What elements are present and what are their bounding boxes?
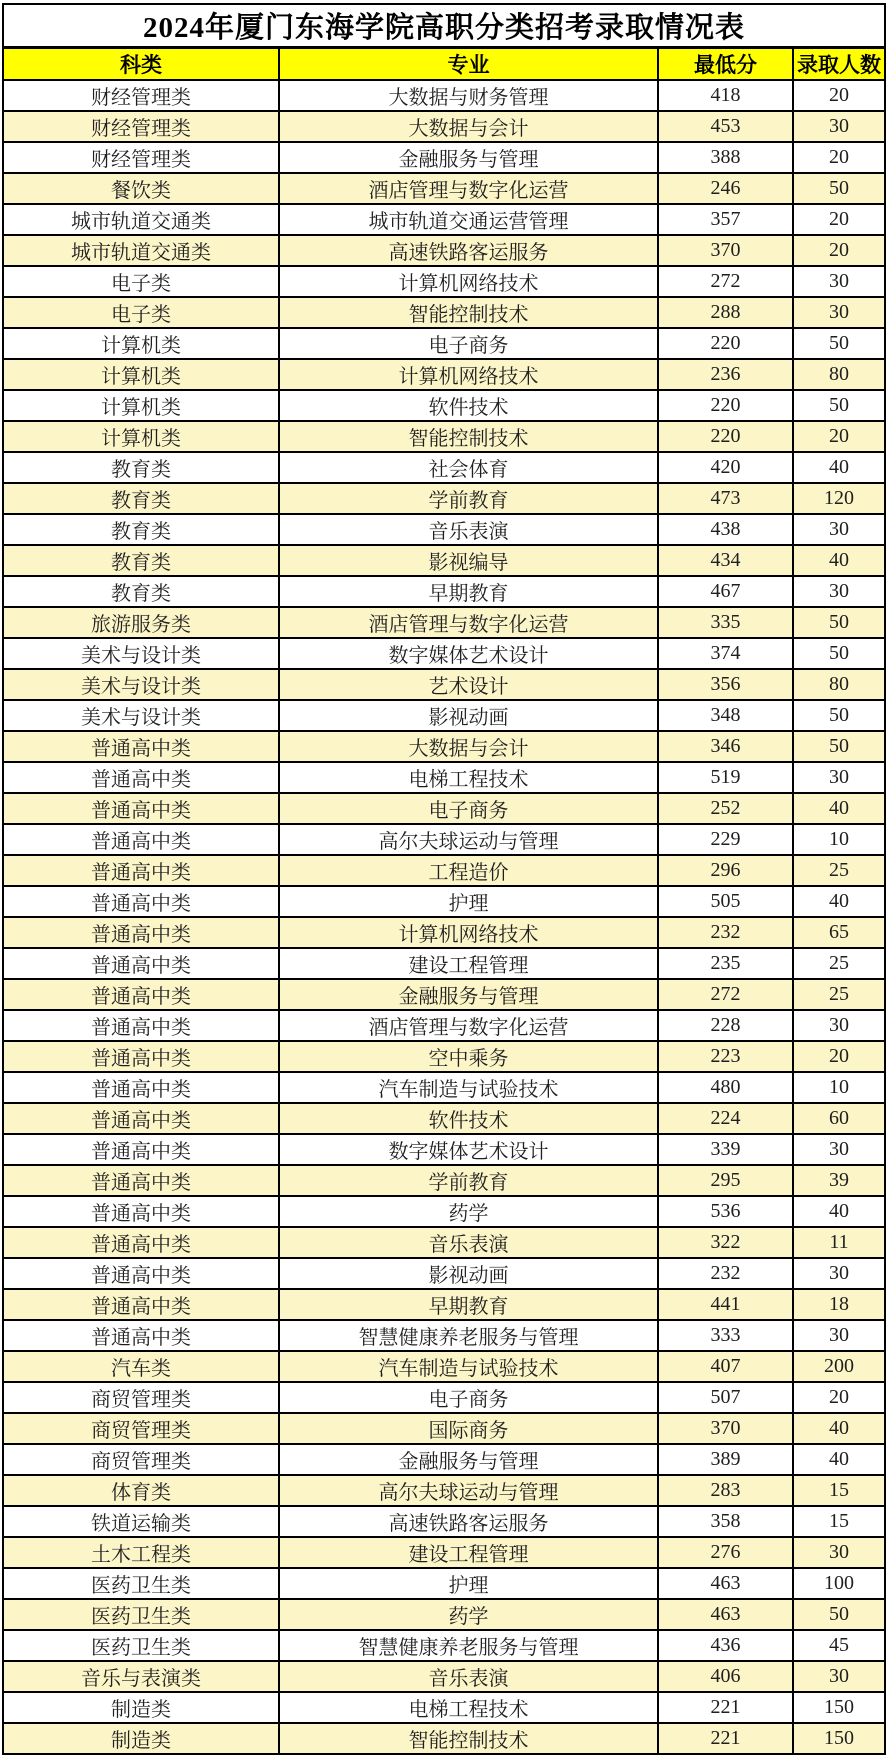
cell-min-score: 374 — [658, 638, 793, 669]
cell-major: 酒店管理与数字化运营 — [279, 1010, 658, 1041]
cell-major: 建设工程管理 — [279, 1537, 658, 1568]
cell-min-score: 288 — [658, 297, 793, 328]
cell-major: 电梯工程技术 — [279, 1692, 658, 1723]
cell-admit-count: 40 — [793, 793, 885, 824]
cell-admit-count: 80 — [793, 669, 885, 700]
cell-major: 社会体育 — [279, 452, 658, 483]
table-row — [3, 917, 885, 948]
table-row — [3, 1165, 885, 1196]
cell-major: 酒店管理与数字化运营 — [279, 607, 658, 638]
cell-min-score: 418 — [658, 80, 793, 111]
cell-category: 计算机类 — [3, 328, 279, 359]
cell-category: 普通高中类 — [3, 1258, 279, 1289]
cell-category: 普通高中类 — [3, 855, 279, 886]
cell-min-score: 246 — [658, 173, 793, 204]
cell-min-score: 339 — [658, 1134, 793, 1165]
table-row — [3, 669, 885, 700]
table-row — [3, 1568, 885, 1599]
cell-min-score: 235 — [658, 948, 793, 979]
cell-min-score: 356 — [658, 669, 793, 700]
table-row — [3, 1258, 885, 1289]
table-row — [3, 235, 885, 266]
table-row — [3, 731, 885, 762]
cell-min-score: 406 — [658, 1661, 793, 1692]
cell-admit-count: 30 — [793, 297, 885, 328]
cell-admit-count: 20 — [793, 142, 885, 173]
cell-category: 普通高中类 — [3, 1165, 279, 1196]
cell-admit-count: 100 — [793, 1568, 885, 1599]
cell-major: 影视动画 — [279, 700, 658, 731]
table-row — [3, 979, 885, 1010]
cell-admit-count: 50 — [793, 1599, 885, 1630]
page-title: 2024年厦门东海学院高职分类招考录取情况表 — [3, 4, 885, 48]
cell-major: 智能控制技术 — [279, 1723, 658, 1754]
cell-min-score: 370 — [658, 1413, 793, 1444]
cell-category: 城市轨道交通类 — [3, 235, 279, 266]
cell-admit-count: 45 — [793, 1630, 885, 1661]
table-row — [3, 1289, 885, 1320]
cell-category: 美术与设计类 — [3, 669, 279, 700]
table-row — [3, 1444, 885, 1475]
cell-major: 电子商务 — [279, 793, 658, 824]
col-header-major: 专业 — [279, 48, 658, 81]
cell-admit-count: 40 — [793, 1413, 885, 1444]
cell-admit-count: 50 — [793, 638, 885, 669]
cell-min-score: 420 — [658, 452, 793, 483]
table-row — [3, 638, 885, 669]
table-row — [3, 576, 885, 607]
cell-admit-count: 30 — [793, 266, 885, 297]
cell-major: 数字媒体艺术设计 — [279, 1134, 658, 1165]
table-row — [3, 855, 885, 886]
cell-category: 电子类 — [3, 297, 279, 328]
cell-major: 高速铁路客运服务 — [279, 235, 658, 266]
cell-category: 普通高中类 — [3, 1196, 279, 1227]
cell-admit-count: 30 — [793, 1537, 885, 1568]
cell-admit-count: 30 — [793, 1010, 885, 1041]
cell-major: 金融服务与管理 — [279, 142, 658, 173]
cell-admit-count: 20 — [793, 421, 885, 452]
cell-category: 医药卫生类 — [3, 1630, 279, 1661]
cell-category: 餐饮类 — [3, 173, 279, 204]
table-row — [3, 1010, 885, 1041]
cell-category: 财经管理类 — [3, 111, 279, 142]
table-row — [3, 762, 885, 793]
cell-major: 学前教育 — [279, 483, 658, 514]
table-row — [3, 1506, 885, 1537]
table-row — [3, 1227, 885, 1258]
cell-min-score: 236 — [658, 359, 793, 390]
cell-admit-count: 40 — [793, 886, 885, 917]
cell-min-score: 505 — [658, 886, 793, 917]
cell-major: 电子商务 — [279, 1382, 658, 1413]
cell-category: 汽车类 — [3, 1351, 279, 1382]
cell-major: 电梯工程技术 — [279, 762, 658, 793]
cell-admit-count: 20 — [793, 80, 885, 111]
cell-min-score: 358 — [658, 1506, 793, 1537]
cell-admit-count: 65 — [793, 917, 885, 948]
table-row — [3, 607, 885, 638]
cell-category: 计算机类 — [3, 390, 279, 421]
cell-category: 财经管理类 — [3, 80, 279, 111]
cell-admit-count: 18 — [793, 1289, 885, 1320]
table-row — [3, 359, 885, 390]
title-row — [3, 4, 885, 48]
cell-major: 高尔夫球运动与管理 — [279, 824, 658, 855]
cell-major: 酒店管理与数字化运营 — [279, 173, 658, 204]
cell-min-score: 229 — [658, 824, 793, 855]
cell-admit-count: 30 — [793, 111, 885, 142]
cell-major: 护理 — [279, 1568, 658, 1599]
table-row — [3, 1351, 885, 1382]
cell-min-score: 407 — [658, 1351, 793, 1382]
cell-min-score: 295 — [658, 1165, 793, 1196]
cell-min-score: 536 — [658, 1196, 793, 1227]
cell-category: 医药卫生类 — [3, 1568, 279, 1599]
cell-category: 普通高中类 — [3, 979, 279, 1010]
cell-admit-count: 30 — [793, 1320, 885, 1351]
table-row — [3, 1103, 885, 1134]
cell-admit-count: 50 — [793, 731, 885, 762]
cell-admit-count: 15 — [793, 1475, 885, 1506]
cell-admit-count: 30 — [793, 576, 885, 607]
cell-major: 智慧健康养老服务与管理 — [279, 1630, 658, 1661]
table-row — [3, 173, 885, 204]
table-row — [3, 1475, 885, 1506]
cell-min-score: 463 — [658, 1599, 793, 1630]
cell-admit-count: 10 — [793, 1072, 885, 1103]
cell-major: 空中乘务 — [279, 1041, 658, 1072]
cell-category: 音乐与表演类 — [3, 1661, 279, 1692]
admissions-table — [2, 3, 886, 1755]
cell-category: 普通高中类 — [3, 1227, 279, 1258]
cell-admit-count: 11 — [793, 1227, 885, 1258]
table-row — [3, 824, 885, 855]
cell-admit-count: 50 — [793, 328, 885, 359]
cell-category: 医药卫生类 — [3, 1599, 279, 1630]
cell-category: 普通高中类 — [3, 948, 279, 979]
cell-major: 计算机网络技术 — [279, 917, 658, 948]
cell-admit-count: 25 — [793, 855, 885, 886]
cell-admit-count: 39 — [793, 1165, 885, 1196]
cell-major: 建设工程管理 — [279, 948, 658, 979]
table-row — [3, 1630, 885, 1661]
cell-min-score: 232 — [658, 917, 793, 948]
table-row — [3, 1072, 885, 1103]
cell-admit-count: 120 — [793, 483, 885, 514]
cell-min-score: 252 — [658, 793, 793, 824]
cell-category: 土木工程类 — [3, 1537, 279, 1568]
cell-min-score: 473 — [658, 483, 793, 514]
cell-category: 普通高中类 — [3, 1320, 279, 1351]
cell-min-score: 389 — [658, 1444, 793, 1475]
cell-min-score: 220 — [658, 390, 793, 421]
table-row — [3, 452, 885, 483]
cell-category: 城市轨道交通类 — [3, 204, 279, 235]
table-row — [3, 1134, 885, 1165]
cell-major: 国际商务 — [279, 1413, 658, 1444]
cell-major: 软件技术 — [279, 390, 658, 421]
table-row — [3, 1723, 885, 1754]
table-row — [3, 793, 885, 824]
cell-category: 旅游服务类 — [3, 607, 279, 638]
cell-major: 音乐表演 — [279, 514, 658, 545]
cell-major: 早期教育 — [279, 576, 658, 607]
cell-min-score: 283 — [658, 1475, 793, 1506]
cell-min-score: 322 — [658, 1227, 793, 1258]
cell-category: 普通高中类 — [3, 1103, 279, 1134]
cell-min-score: 453 — [658, 111, 793, 142]
cell-min-score: 480 — [658, 1072, 793, 1103]
col-header-admit-count: 录取人数 — [793, 48, 885, 81]
cell-category: 普通高中类 — [3, 917, 279, 948]
cell-major: 城市轨道交通运营管理 — [279, 204, 658, 235]
cell-min-score: 346 — [658, 731, 793, 762]
cell-category: 教育类 — [3, 514, 279, 545]
cell-min-score: 228 — [658, 1010, 793, 1041]
cell-major: 智慧健康养老服务与管理 — [279, 1320, 658, 1351]
table-row — [3, 1661, 885, 1692]
cell-min-score: 436 — [658, 1630, 793, 1661]
cell-min-score: 221 — [658, 1723, 793, 1754]
cell-major: 金融服务与管理 — [279, 1444, 658, 1475]
cell-category: 制造类 — [3, 1692, 279, 1723]
cell-category: 普通高中类 — [3, 1072, 279, 1103]
col-header-min-score: 最低分 — [658, 48, 793, 81]
cell-major: 大数据与会计 — [279, 731, 658, 762]
cell-admit-count: 150 — [793, 1692, 885, 1723]
cell-min-score: 388 — [658, 142, 793, 173]
cell-admit-count: 50 — [793, 700, 885, 731]
admissions-report-page — [0, 3, 891, 1752]
table-row — [3, 948, 885, 979]
table-row — [3, 886, 885, 917]
cell-category: 普通高中类 — [3, 1289, 279, 1320]
cell-admit-count: 20 — [793, 1041, 885, 1072]
table-row — [3, 700, 885, 731]
cell-admit-count: 40 — [793, 1444, 885, 1475]
table-row — [3, 328, 885, 359]
cell-category: 教育类 — [3, 483, 279, 514]
cell-admit-count: 20 — [793, 204, 885, 235]
table-row — [3, 390, 885, 421]
cell-category: 商贸管理类 — [3, 1444, 279, 1475]
cell-min-score: 370 — [658, 235, 793, 266]
cell-min-score: 224 — [658, 1103, 793, 1134]
cell-admit-count: 25 — [793, 979, 885, 1010]
table-row — [3, 483, 885, 514]
cell-major: 影视动画 — [279, 1258, 658, 1289]
table-row — [3, 1599, 885, 1630]
table-head — [3, 4, 885, 80]
cell-major: 电子商务 — [279, 328, 658, 359]
col-header-category: 科类 — [3, 48, 279, 81]
cell-category: 教育类 — [3, 576, 279, 607]
table-body — [3, 80, 885, 1754]
cell-major: 大数据与财务管理 — [279, 80, 658, 111]
table-row — [3, 266, 885, 297]
cell-major: 护理 — [279, 886, 658, 917]
cell-major: 音乐表演 — [279, 1227, 658, 1258]
cell-major: 计算机网络技术 — [279, 266, 658, 297]
table-row — [3, 111, 885, 142]
cell-major: 工程造价 — [279, 855, 658, 886]
cell-category: 财经管理类 — [3, 142, 279, 173]
cell-min-score: 220 — [658, 328, 793, 359]
cell-major: 艺术设计 — [279, 669, 658, 700]
cell-category: 商贸管理类 — [3, 1413, 279, 1444]
cell-min-score: 507 — [658, 1382, 793, 1413]
cell-category: 体育类 — [3, 1475, 279, 1506]
table-row — [3, 1692, 885, 1723]
table-row — [3, 142, 885, 173]
cell-min-score: 438 — [658, 514, 793, 545]
cell-category: 普通高中类 — [3, 1134, 279, 1165]
cell-admit-count: 30 — [793, 514, 885, 545]
cell-admit-count: 40 — [793, 452, 885, 483]
cell-major: 学前教育 — [279, 1165, 658, 1196]
cell-min-score: 276 — [658, 1537, 793, 1568]
cell-min-score: 333 — [658, 1320, 793, 1351]
cell-admit-count: 50 — [793, 173, 885, 204]
cell-major: 早期教育 — [279, 1289, 658, 1320]
cell-min-score: 296 — [658, 855, 793, 886]
cell-min-score: 272 — [658, 979, 793, 1010]
cell-major: 药学 — [279, 1599, 658, 1630]
cell-admit-count: 30 — [793, 1661, 885, 1692]
cell-admit-count: 150 — [793, 1723, 885, 1754]
table-row — [3, 1320, 885, 1351]
cell-admit-count: 25 — [793, 948, 885, 979]
table-row — [3, 545, 885, 576]
header-row — [3, 48, 885, 81]
cell-category: 普通高中类 — [3, 1041, 279, 1072]
cell-category: 普通高中类 — [3, 762, 279, 793]
cell-major: 智能控制技术 — [279, 421, 658, 452]
cell-admit-count: 60 — [793, 1103, 885, 1134]
cell-min-score: 220 — [658, 421, 793, 452]
cell-category: 美术与设计类 — [3, 700, 279, 731]
cell-admit-count: 40 — [793, 1196, 885, 1227]
table-row — [3, 1382, 885, 1413]
table-row — [3, 297, 885, 328]
cell-min-score: 223 — [658, 1041, 793, 1072]
cell-major: 影视编导 — [279, 545, 658, 576]
cell-min-score: 232 — [658, 1258, 793, 1289]
table-row — [3, 1413, 885, 1444]
cell-admit-count: 30 — [793, 1258, 885, 1289]
table-row — [3, 1537, 885, 1568]
cell-category: 铁道运输类 — [3, 1506, 279, 1537]
cell-admit-count: 20 — [793, 235, 885, 266]
cell-admit-count: 30 — [793, 1134, 885, 1165]
cell-min-score: 272 — [658, 266, 793, 297]
cell-min-score: 335 — [658, 607, 793, 638]
cell-category: 电子类 — [3, 266, 279, 297]
cell-category: 商贸管理类 — [3, 1382, 279, 1413]
cell-major: 高速铁路客运服务 — [279, 1506, 658, 1537]
cell-major: 汽车制造与试验技术 — [279, 1072, 658, 1103]
cell-admit-count: 10 — [793, 824, 885, 855]
cell-min-score: 221 — [658, 1692, 793, 1723]
cell-category: 普通高中类 — [3, 824, 279, 855]
cell-major: 金融服务与管理 — [279, 979, 658, 1010]
cell-admit-count: 40 — [793, 545, 885, 576]
cell-category: 计算机类 — [3, 359, 279, 390]
cell-admit-count: 50 — [793, 390, 885, 421]
cell-major: 软件技术 — [279, 1103, 658, 1134]
table-row — [3, 204, 885, 235]
cell-major: 大数据与会计 — [279, 111, 658, 142]
cell-major: 药学 — [279, 1196, 658, 1227]
table-row — [3, 1041, 885, 1072]
cell-min-score: 467 — [658, 576, 793, 607]
cell-category: 普通高中类 — [3, 731, 279, 762]
cell-admit-count: 80 — [793, 359, 885, 390]
cell-admit-count: 15 — [793, 1506, 885, 1537]
cell-min-score: 463 — [658, 1568, 793, 1599]
cell-category: 普通高中类 — [3, 1010, 279, 1041]
cell-admit-count: 30 — [793, 762, 885, 793]
cell-admit-count: 50 — [793, 607, 885, 638]
table-row — [3, 80, 885, 111]
cell-min-score: 441 — [658, 1289, 793, 1320]
cell-min-score: 357 — [658, 204, 793, 235]
cell-category: 教育类 — [3, 452, 279, 483]
cell-major: 高尔夫球运动与管理 — [279, 1475, 658, 1506]
cell-category: 美术与设计类 — [3, 638, 279, 669]
cell-major: 汽车制造与试验技术 — [279, 1351, 658, 1382]
cell-min-score: 348 — [658, 700, 793, 731]
cell-major: 智能控制技术 — [279, 297, 658, 328]
cell-admit-count: 200 — [793, 1351, 885, 1382]
cell-category: 普通高中类 — [3, 886, 279, 917]
cell-category: 制造类 — [3, 1723, 279, 1754]
cell-category: 教育类 — [3, 545, 279, 576]
cell-major: 数字媒体艺术设计 — [279, 638, 658, 669]
table-row — [3, 514, 885, 545]
cell-admit-count: 20 — [793, 1382, 885, 1413]
cell-min-score: 434 — [658, 545, 793, 576]
cell-major: 音乐表演 — [279, 1661, 658, 1692]
table-row — [3, 1196, 885, 1227]
cell-major: 计算机网络技术 — [279, 359, 658, 390]
cell-category: 普通高中类 — [3, 793, 279, 824]
cell-min-score: 519 — [658, 762, 793, 793]
cell-category: 计算机类 — [3, 421, 279, 452]
table-row — [3, 421, 885, 452]
